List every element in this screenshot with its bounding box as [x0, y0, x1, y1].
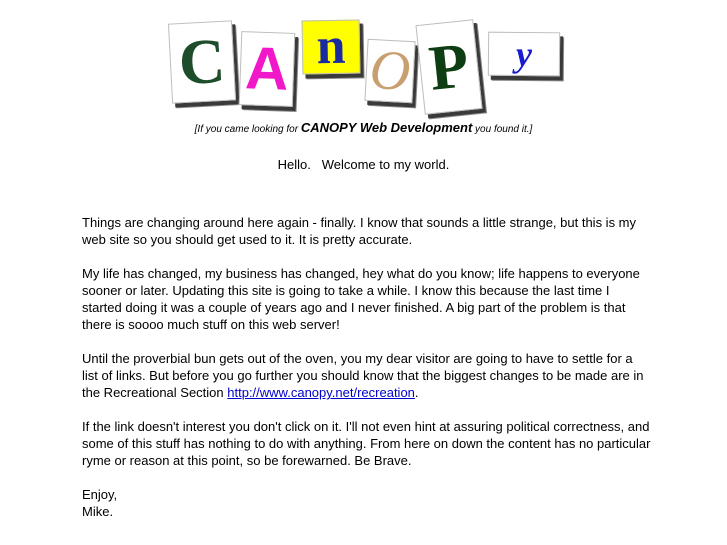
tagline-before: [If you came looking for	[194, 124, 301, 135]
logo-tile-n	[302, 19, 361, 74]
greeting: Hello. Welcome to my world.	[277, 157, 450, 172]
canopy-logo	[160, 10, 570, 115]
tagline-after: you found it.]	[472, 124, 533, 135]
logo-tile-a	[239, 31, 296, 107]
tagline	[0, 120, 727, 135]
logo-letter-n: n	[316, 17, 346, 76]
logo-tile-p	[415, 19, 482, 115]
logo-letter-a: A	[244, 34, 290, 103]
paragraph-links	[82, 350, 652, 401]
signoff-enjoy: Enjoy,	[82, 487, 118, 502]
logo-tile-y	[488, 32, 560, 77]
logo-letter-c: C	[177, 24, 227, 99]
tagline-company-name: CANOPY Web Development	[300, 120, 473, 135]
logo-letter-y: y	[515, 33, 533, 75]
paragraph-links-text: Until the proverbial bun gets out of the oven, you my dear visitor are going to have to settle for a list of links. But before you go further you should know that the biggest changes to be made are in the Recreational Section	[82, 351, 644, 400]
logo-letter-o: O	[368, 38, 412, 104]
signoff-name: Mike.	[82, 504, 114, 519]
logo-tile-c	[168, 20, 236, 103]
paragraph-life-changed: My life has changed, my business has changed, hey what do you know; life happens to everyone sooner or later. Updating this site is going to take a while. I know this because the last time I started doing it was a couple of years ago and I never finished. A big part of the problem is that there is soooo much stuff on this web server!	[82, 266, 640, 332]
logo-tile-o	[364, 39, 415, 103]
paragraph-links-end: .	[414, 385, 419, 400]
logo-letter-p: P	[425, 29, 473, 104]
paragraph-disclaimer: If the link doesn't interest you don't click on it. I'll not even hint at assuring political correctness, and some of this stuff has nothing to do with anything. From here on down the content has no particular ryme or reason at this point, so be forewarned. Be Brave.	[82, 419, 651, 468]
recreation-link[interactable]: http://www.canopy.net/recreation	[227, 385, 415, 400]
paragraph-intro: Things are changing around here again - finally. I know that sounds a little strange, but this is my web site so you should get used to it. It is pretty accurate.	[82, 215, 637, 247]
main-content	[82, 214, 652, 520]
signoff	[82, 486, 652, 520]
